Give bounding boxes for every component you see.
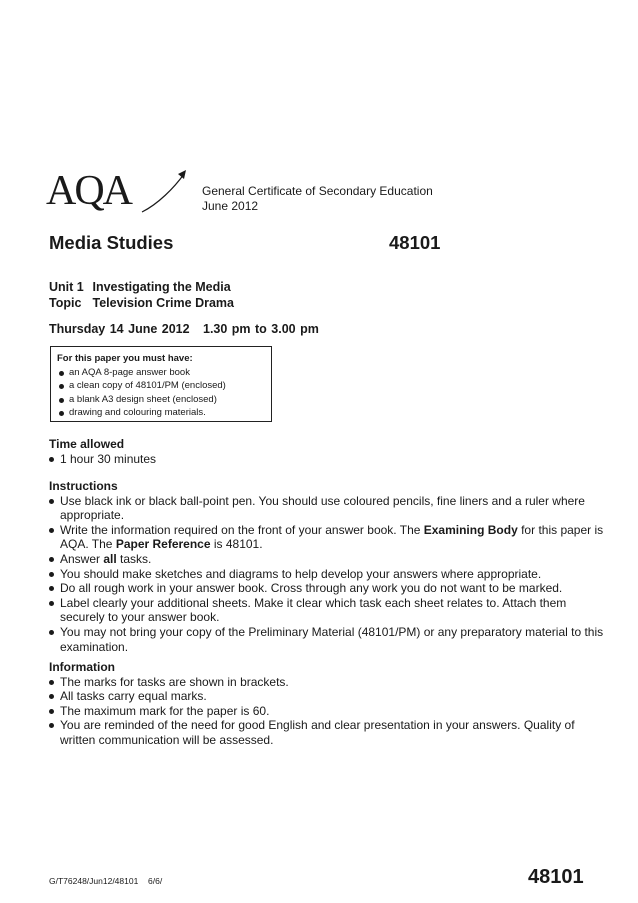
instruction-item: Use black ink or black ball-point pen. You should use coloured pencils, fine liners and a ruler where appropriate. xyxy=(49,494,609,523)
instruction-item: You may not bring your copy of the Preliminary Material (48101/PM) or any preparatory material to this examination. xyxy=(49,625,609,654)
footer-version: 6/6/ xyxy=(148,876,163,886)
instructions-section xyxy=(49,479,609,654)
instruction-item: Answer all tasks. xyxy=(49,552,609,567)
exam-datetime: Thursday 14 June 2012 1.30 pm to 3.00 pm xyxy=(49,322,319,336)
aqa-logo xyxy=(46,166,196,218)
time-allowed-section xyxy=(49,437,609,466)
unit-label: Unit 1 xyxy=(49,280,84,294)
materials-item: a blank A3 design sheet (enclosed) xyxy=(57,393,265,407)
paper-code: 48101 xyxy=(389,232,441,253)
information-item: All tasks carry equal marks. xyxy=(49,689,609,704)
instruction-item: Write the information required on the front of your answer book. The Examining Body for this paper is AQA. The Paper Reference is 48101. xyxy=(49,523,609,552)
exam-session: June 2012 xyxy=(202,199,259,213)
materials-box xyxy=(50,346,272,422)
information-item: You are reminded of the need for good English and clear presentation in your answers. Quality of written communication will be assessed. xyxy=(49,718,609,747)
time-allowed-item: 1 hour 30 minutes xyxy=(49,452,609,467)
footer-paper-code: 48101 xyxy=(528,866,584,888)
instruction-item: Do all rough work in your answer book. Cross through any work you do not want to be marked. xyxy=(49,581,609,596)
information-item: The maximum mark for the paper is 60. xyxy=(49,704,609,719)
unit-row xyxy=(49,279,231,295)
topic-row xyxy=(49,295,234,311)
unit-value: Investigating the Media xyxy=(92,280,231,294)
certificate-title: General Certificate of Secondary Education xyxy=(202,184,433,198)
materials-item: a clean copy of 48101/PM (enclosed) xyxy=(57,379,265,393)
time-allowed-heading: Time allowed xyxy=(49,437,125,451)
footer-reference: G/T76248/Jun12/48101 xyxy=(49,876,139,886)
materials-item: an AQA 8-page answer book xyxy=(57,366,265,380)
information-item: The marks for tasks are shown in brackets. xyxy=(49,675,609,690)
materials-item: drawing and colouring materials. xyxy=(57,406,265,420)
instruction-item: Label clearly your additional sheets. Make it clear which task each sheet relates to. Attach them securely to your answer book. xyxy=(49,596,609,625)
instructions-heading: Instructions xyxy=(49,479,118,493)
subject-title: Media Studies xyxy=(49,232,174,253)
information-section xyxy=(49,660,609,748)
logo-text: AQA xyxy=(46,168,131,214)
materials-heading: For this paper you must have: xyxy=(57,353,193,364)
instruction-item: You should make sketches and diagrams to help develop your answers where appropriate. xyxy=(49,567,609,582)
topic-value: Television Crime Drama xyxy=(92,296,234,310)
logo-swoosh-icon xyxy=(46,166,196,218)
information-heading: Information xyxy=(49,660,115,674)
topic-label: Topic xyxy=(49,296,82,310)
